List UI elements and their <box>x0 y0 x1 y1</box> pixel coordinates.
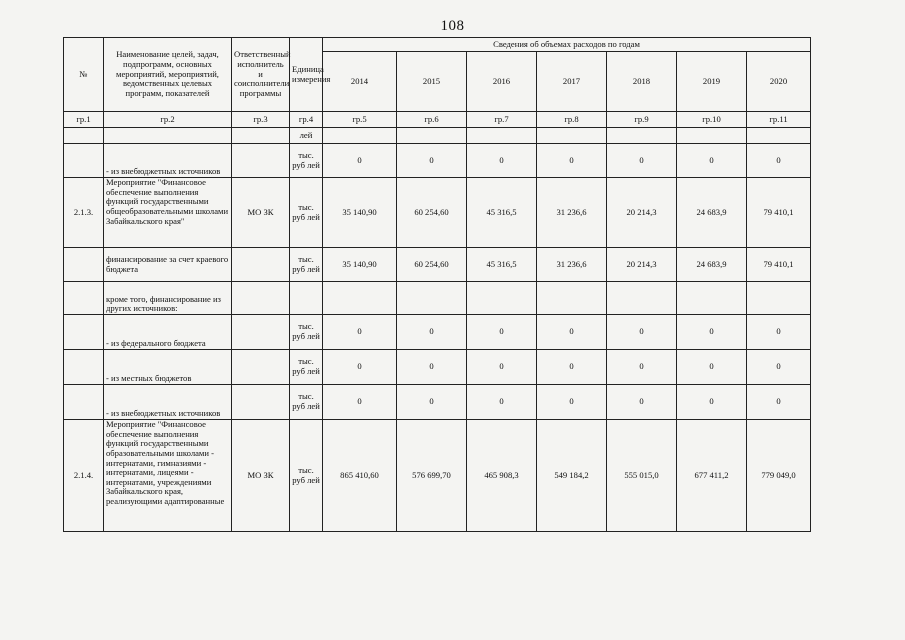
row-responsible <box>232 385 290 420</box>
row-responsible: МО ЗК <box>232 178 290 248</box>
row-value: 60 254,60 <box>397 248 467 282</box>
group-cell: гр.8 <box>537 112 607 128</box>
row-value: 0 <box>747 144 811 178</box>
header-year: 2020 <box>747 52 811 112</box>
row-value: 0 <box>537 144 607 178</box>
row-value: 779 049,0 <box>747 420 811 532</box>
table-row <box>64 282 811 315</box>
row-value: 0 <box>747 385 811 420</box>
row-unit: лей <box>290 128 323 144</box>
row-value: 0 <box>467 350 537 385</box>
row-num <box>64 385 104 420</box>
row-unit: тыс. руб лей <box>290 385 323 420</box>
row-value: 35 140,90 <box>323 178 397 248</box>
row-unit: тыс. руб лей <box>290 315 323 350</box>
header-name: Наименование целей, задач, подпрограмм, основных мероприятий, мероприятий, ведомственных целевых программ, показателей <box>104 38 232 112</box>
row-value <box>467 128 537 144</box>
row-value: 0 <box>607 350 677 385</box>
header-year: 2014 <box>323 52 397 112</box>
row-value <box>677 282 747 315</box>
row-responsible: МО ЗК <box>232 420 290 532</box>
row-responsible <box>232 128 290 144</box>
row-name: Мероприятие "Финансовое обеспечение выполнения функций государственными образовательными школами - интернатами, гимназиями - интернатами, лицеями - интернатами, учреждениями Забайкальского края, реализующими адаптированные <box>104 420 232 532</box>
row-value: 576 699,70 <box>397 420 467 532</box>
row-value: 35 140,90 <box>323 248 397 282</box>
row-value: 31 236,6 <box>537 248 607 282</box>
group-number-row <box>64 112 811 128</box>
row-value <box>397 128 467 144</box>
row-unit: тыс. руб лей <box>290 178 323 248</box>
table-header <box>64 38 811 128</box>
row-responsible <box>232 350 290 385</box>
row-value: 465 908,3 <box>467 420 537 532</box>
row-name: - из федерального бюджета <box>104 315 232 350</box>
row-value: 0 <box>747 350 811 385</box>
row-value <box>467 282 537 315</box>
row-value: 24 683,9 <box>677 178 747 248</box>
row-name: финансирование за счет краевого бюджета <box>104 248 232 282</box>
row-value <box>323 128 397 144</box>
table-row <box>64 248 811 282</box>
group-cell: гр.10 <box>677 112 747 128</box>
row-unit: тыс. руб лей <box>290 350 323 385</box>
row-value: 20 214,3 <box>607 248 677 282</box>
row-num <box>64 144 104 178</box>
row-value: 0 <box>747 315 811 350</box>
row-responsible <box>232 282 290 315</box>
group-cell: гр.9 <box>607 112 677 128</box>
row-value: 0 <box>467 315 537 350</box>
row-value: 0 <box>607 315 677 350</box>
table-row <box>64 144 811 178</box>
row-value: 79 410,1 <box>747 248 811 282</box>
group-cell: гр.7 <box>467 112 537 128</box>
row-responsible <box>232 248 290 282</box>
row-value: 0 <box>467 385 537 420</box>
header-year: 2017 <box>537 52 607 112</box>
row-name: - из внебюджетных источников <box>104 144 232 178</box>
group-cell: гр.11 <box>747 112 811 128</box>
row-value: 45 316,5 <box>467 248 537 282</box>
table-row <box>64 178 811 248</box>
row-value: 0 <box>323 144 397 178</box>
budget-table <box>63 37 811 532</box>
group-cell: гр.5 <box>323 112 397 128</box>
row-value: 79 410,1 <box>747 178 811 248</box>
row-value: 0 <box>397 315 467 350</box>
row-value <box>323 282 397 315</box>
row-name <box>104 128 232 144</box>
row-value: 0 <box>537 315 607 350</box>
group-cell: гр.4 <box>290 112 323 128</box>
row-num <box>64 282 104 315</box>
row-value: 0 <box>607 385 677 420</box>
row-responsible <box>232 144 290 178</box>
row-value: 0 <box>677 144 747 178</box>
page-number: 108 <box>440 18 465 34</box>
table-row <box>64 350 811 385</box>
header-expenses-caption: Сведения об объемах расходов по годам <box>323 38 811 52</box>
row-value: 677 411,2 <box>677 420 747 532</box>
row-num <box>64 350 104 385</box>
row-num: 2.1.3. <box>64 178 104 248</box>
row-value: 0 <box>467 144 537 178</box>
row-name: - из внебюджетных источников <box>104 385 232 420</box>
row-value: 0 <box>397 385 467 420</box>
header-responsible: Ответственный исполнитель и соисполнители программы <box>232 38 290 112</box>
group-cell: гр.3 <box>232 112 290 128</box>
row-value <box>747 282 811 315</box>
row-value <box>607 128 677 144</box>
table-body <box>64 128 811 532</box>
group-cell: гр.6 <box>397 112 467 128</box>
row-value <box>747 128 811 144</box>
row-unit: тыс. руб лей <box>290 144 323 178</box>
row-value: 555 015,0 <box>607 420 677 532</box>
row-value: 0 <box>397 350 467 385</box>
row-responsible <box>232 315 290 350</box>
row-value: 0 <box>323 350 397 385</box>
header-year: 2019 <box>677 52 747 112</box>
group-cell: гр.1 <box>64 112 104 128</box>
row-unit <box>290 282 323 315</box>
row-unit: тыс. руб лей <box>290 420 323 532</box>
row-num <box>64 248 104 282</box>
row-num: 2.1.4. <box>64 420 104 532</box>
row-name: кроме того, финансирование из других источников: <box>104 282 232 315</box>
row-value: 0 <box>323 315 397 350</box>
row-value: 0 <box>537 385 607 420</box>
header-unit: Единица измерения <box>290 38 323 112</box>
row-value: 24 683,9 <box>677 248 747 282</box>
table-row <box>64 420 811 532</box>
header-year: 2015 <box>397 52 467 112</box>
row-num <box>64 315 104 350</box>
row-value: 0 <box>323 385 397 420</box>
row-name: Мероприятие "Финансовое обеспечение выполнения функций государственными общеобразовательными школами Забайкальского края" <box>104 178 232 248</box>
row-value <box>607 282 677 315</box>
row-value: 0 <box>607 144 677 178</box>
header-num: № <box>64 38 104 112</box>
row-value <box>537 282 607 315</box>
row-value: 0 <box>537 350 607 385</box>
table-row <box>64 128 811 144</box>
table-row <box>64 385 811 420</box>
row-num <box>64 128 104 144</box>
row-value: 45 316,5 <box>467 178 537 248</box>
row-value: 0 <box>677 315 747 350</box>
row-value: 0 <box>677 350 747 385</box>
row-value: 0 <box>677 385 747 420</box>
row-value <box>677 128 747 144</box>
row-value <box>537 128 607 144</box>
row-value: 60 254,60 <box>397 178 467 248</box>
header-year: 2018 <box>607 52 677 112</box>
row-unit: тыс. руб лей <box>290 248 323 282</box>
row-value: 549 184,2 <box>537 420 607 532</box>
header-year: 2016 <box>467 52 537 112</box>
row-value: 865 410,60 <box>323 420 397 532</box>
row-value: 31 236,6 <box>537 178 607 248</box>
table-row <box>64 315 811 350</box>
group-cell: гр.2 <box>104 112 232 128</box>
row-name: - из местных бюджетов <box>104 350 232 385</box>
row-value: 20 214,3 <box>607 178 677 248</box>
row-value <box>397 282 467 315</box>
row-value: 0 <box>397 144 467 178</box>
